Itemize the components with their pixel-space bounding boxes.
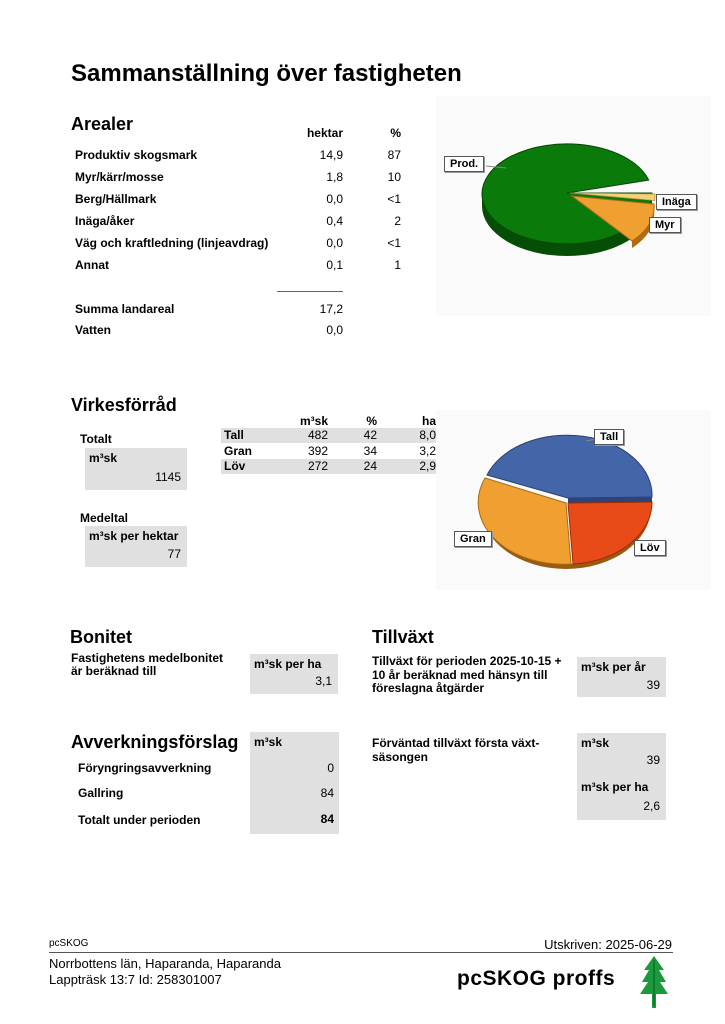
totalt-unit: m³sk bbox=[89, 451, 118, 465]
footer-app-name: pcSKOG bbox=[49, 938, 89, 949]
avverkning-unit: m³sk bbox=[254, 735, 283, 749]
virkes-pie-svg bbox=[436, 410, 711, 590]
forvantad-value2: 2,6 bbox=[643, 799, 660, 813]
area-row-pct: 2 bbox=[394, 214, 401, 228]
area-row-label: Annat bbox=[75, 258, 109, 272]
inaga-pie-label: Inäga bbox=[656, 194, 697, 210]
virkes-pie-chart bbox=[436, 410, 711, 590]
lov-pie-label: Löv bbox=[634, 540, 666, 556]
area-row-pct: 87 bbox=[387, 148, 401, 162]
bonitet-box bbox=[250, 654, 338, 694]
species-label: Tall bbox=[224, 428, 244, 442]
area-water-value: 0,0 bbox=[326, 323, 343, 337]
footer-divider bbox=[49, 952, 673, 953]
avverkning-heading: Avverkningsförslag bbox=[71, 732, 239, 752]
area-row-pct: 1 bbox=[394, 258, 401, 272]
area-row-hektar: 0,0 bbox=[326, 236, 343, 250]
area-row bbox=[75, 258, 405, 276]
area-sum-row bbox=[75, 302, 405, 320]
species-pct: 42 bbox=[363, 428, 377, 442]
species-row bbox=[221, 459, 441, 474]
medeltal-box bbox=[85, 526, 187, 567]
totalt-value: 1145 bbox=[155, 470, 181, 484]
totalt-box bbox=[85, 448, 187, 490]
col-ha-header: ha bbox=[421, 414, 436, 428]
area-sum-value: 17,2 bbox=[319, 302, 343, 316]
area-row-pct: 10 bbox=[387, 170, 401, 184]
avverkning-row-value: 0 bbox=[327, 761, 334, 775]
tillvaxt-box bbox=[577, 657, 666, 697]
forvantad-text: Förväntad tillväxt första växt-säsongen bbox=[372, 736, 540, 764]
species-ha: 2,9 bbox=[419, 459, 436, 473]
medeltal-unit: m³sk per hektar bbox=[89, 529, 179, 543]
avverkning-row-value: 84 bbox=[320, 786, 334, 800]
col-hektar-header: hektar bbox=[306, 126, 343, 140]
area-row-hektar: 1,8 bbox=[326, 170, 343, 184]
tillvaxt-heading: Tillväxt bbox=[372, 627, 434, 647]
area-row-pct: <1 bbox=[387, 192, 401, 206]
area-row bbox=[75, 214, 405, 232]
arealer-heading: Arealer bbox=[71, 114, 134, 134]
forvantad-box bbox=[577, 733, 666, 820]
species-m3sk: 392 bbox=[307, 444, 328, 458]
avverkning-row-label: Gallring bbox=[78, 786, 124, 800]
area-sum-label: Summa landareal bbox=[75, 302, 175, 316]
forvantad-unit2: m³sk per ha bbox=[581, 780, 649, 794]
tillvaxt-unit: m³sk per år bbox=[581, 660, 646, 674]
area-row bbox=[75, 148, 405, 166]
area-row-hektar: 0,0 bbox=[326, 192, 343, 206]
forvantad-unit1: m³sk bbox=[581, 736, 610, 750]
arealer-pie-chart bbox=[436, 96, 711, 316]
myr-pie-label: Myr bbox=[649, 217, 681, 233]
forvantad-value1: 39 bbox=[646, 753, 660, 767]
page-title: Sammanställning över fastigheten bbox=[71, 60, 462, 87]
avverkning-total-label: Totalt under perioden bbox=[78, 813, 201, 827]
area-row-hektar: 0,4 bbox=[326, 214, 343, 228]
area-row bbox=[75, 170, 405, 188]
avverkning-row-label: Föryngringsavverkning bbox=[78, 761, 212, 775]
area-row-hektar: 0,1 bbox=[326, 258, 343, 272]
tillvaxt-text: Tillväxt för perioden 2025-10-15 + 10 år beräknad med hänsyn till föreslagna åtgärder bbox=[372, 654, 562, 695]
area-water-label: Vatten bbox=[75, 323, 112, 337]
species-label: Gran bbox=[224, 444, 253, 458]
col-pct-header: % bbox=[366, 414, 377, 428]
prod-pie-label: Prod. bbox=[444, 156, 484, 172]
avverkning-total-value: 84 bbox=[320, 812, 334, 826]
tall-pie-label: Tall bbox=[594, 429, 624, 445]
area-row-label: Produktiv skogsmark bbox=[75, 148, 198, 162]
area-row-pct: <1 bbox=[387, 236, 401, 250]
species-m3sk: 272 bbox=[307, 459, 328, 473]
bonitet-unit: m³sk per ha bbox=[254, 657, 322, 671]
area-row-label: Väg och kraftledning (linjeavdrag) bbox=[75, 236, 269, 250]
tree-logo-icon bbox=[640, 956, 668, 1013]
footer-location: Norrbottens län, Haparanda, Haparanda bbox=[49, 956, 281, 971]
area-row bbox=[75, 192, 405, 210]
area-row-label: Inäga/åker bbox=[75, 214, 135, 228]
area-row bbox=[75, 236, 405, 254]
species-m3sk: 482 bbox=[307, 428, 328, 442]
medeltal-label: Medeltal bbox=[80, 511, 129, 525]
virkesforrad-heading: Virkesförråd bbox=[71, 395, 177, 415]
sum-divider bbox=[277, 291, 343, 292]
col-m3sk-header: m³sk bbox=[299, 414, 328, 428]
species-label: Löv bbox=[224, 459, 246, 473]
species-ha: 8,0 bbox=[419, 428, 436, 442]
footer-property: Lappträsk 13:7 Id: 258301007 bbox=[49, 972, 222, 987]
footer-logo-text: pcSKOG proffs bbox=[457, 967, 616, 990]
bonitet-value: 3,1 bbox=[315, 674, 332, 688]
totalt-label: Totalt bbox=[80, 432, 112, 446]
col-pct-header: % bbox=[390, 126, 401, 140]
species-row bbox=[221, 428, 441, 443]
bonitet-text: Fastighetens medelbonitet är beräknad till bbox=[71, 651, 224, 678]
species-pct: 24 bbox=[363, 459, 377, 473]
species-ha: 3,2 bbox=[419, 444, 436, 458]
medeltal-value: 77 bbox=[167, 547, 181, 561]
tillvaxt-value: 39 bbox=[646, 678, 660, 692]
footer-printed-date: Utskriven: 2025-06-29 bbox=[544, 937, 672, 952]
area-row-label: Berg/Hällmark bbox=[75, 192, 157, 206]
bonitet-heading: Bonitet bbox=[70, 627, 132, 647]
area-row-label: Myr/kärr/mosse bbox=[75, 170, 164, 184]
area-water-row bbox=[75, 323, 405, 341]
species-row bbox=[221, 444, 441, 459]
species-pct: 34 bbox=[363, 444, 377, 458]
gran-pie-label: Gran bbox=[454, 531, 492, 547]
area-row-hektar: 14,9 bbox=[319, 148, 343, 162]
